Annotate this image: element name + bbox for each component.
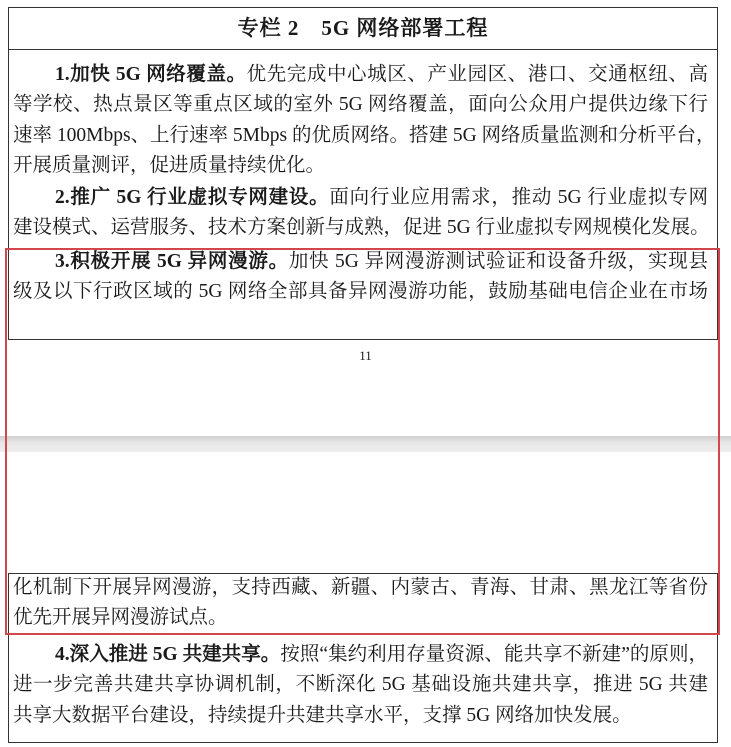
paragraph-1-line-4: 开展质量测评，促进质量持续优化。 — [13, 155, 326, 176]
paragraph-4-line-1 — [55, 642, 708, 668]
text: 加快 5G 异网漫游测试验证和设备升级，实现县 — [288, 251, 708, 272]
text: 按照“集约利用存量资源、能共享不新建”的原则， — [280, 644, 709, 665]
paragraph-4-line-3: 共享大数据平台建设，持续提升共建共享水平，支撑 5G 网络加快发展。 — [13, 705, 632, 726]
page-number: 11 — [359, 348, 372, 363]
paragraph-1-line-1 — [55, 62, 708, 88]
paragraph-3-line-4: 优先开展异网漫游试点。 — [13, 607, 228, 628]
paragraph-1-heading: 1.加快 5G 网络覆盖。 — [55, 64, 247, 85]
paragraph-1-line-3: 速率 100Mbps、上行速率 5Mbps 的优质网络。搭建 5G 网络质量监测和分析平台， — [13, 125, 716, 146]
paragraph-2-line-2: 建设模式、运营服务、技术方案创新与成熟，促进 5G 行业虚拟专网规模化发展。 — [13, 217, 710, 238]
document-page-2 — [0, 452, 731, 747]
title-divider — [8, 49, 718, 50]
paragraph-2-line-1 — [55, 185, 708, 211]
text: 优先完成中心城区、产业园区、港口、交通枢纽、高 — [246, 64, 708, 85]
text: 面向行业应用需求，推动 5G 行业虚拟专网 — [329, 187, 708, 208]
paragraph-3-heading: 3.积极开展 5G 异网漫游。 — [55, 251, 289, 272]
paragraph-1-line-2: 等学校、热点景区等重点区域的室外 5G 网络覆盖，面向公众用户提供边缘下行 — [13, 94, 708, 115]
column-title: 专栏 2 5G 网络部署工程 — [237, 16, 489, 40]
paragraph-3-line-3: 化机制下开展异网漫游，支持西藏、新疆、内蒙古、青海、甘肃、黑龙江等省份 — [13, 577, 708, 598]
paragraph-4-line-2: 进一步完善共建共享协调机制，不断深化 5G 基础设施共建共享，推进 5G 共建 — [13, 674, 708, 695]
paragraph-3-line-2: 级及以下行政区域的 5G 网络全部具备异网漫游功能，鼓励基础电信企业在市场 — [13, 281, 708, 302]
paragraph-4-heading: 4.深入推进 5G 共建共享。 — [55, 644, 281, 665]
paragraph-3-line-1 — [55, 249, 708, 275]
paragraph-2-heading: 2.推广 5G 行业虚拟专网建设。 — [55, 187, 330, 208]
page-gap — [0, 436, 731, 452]
